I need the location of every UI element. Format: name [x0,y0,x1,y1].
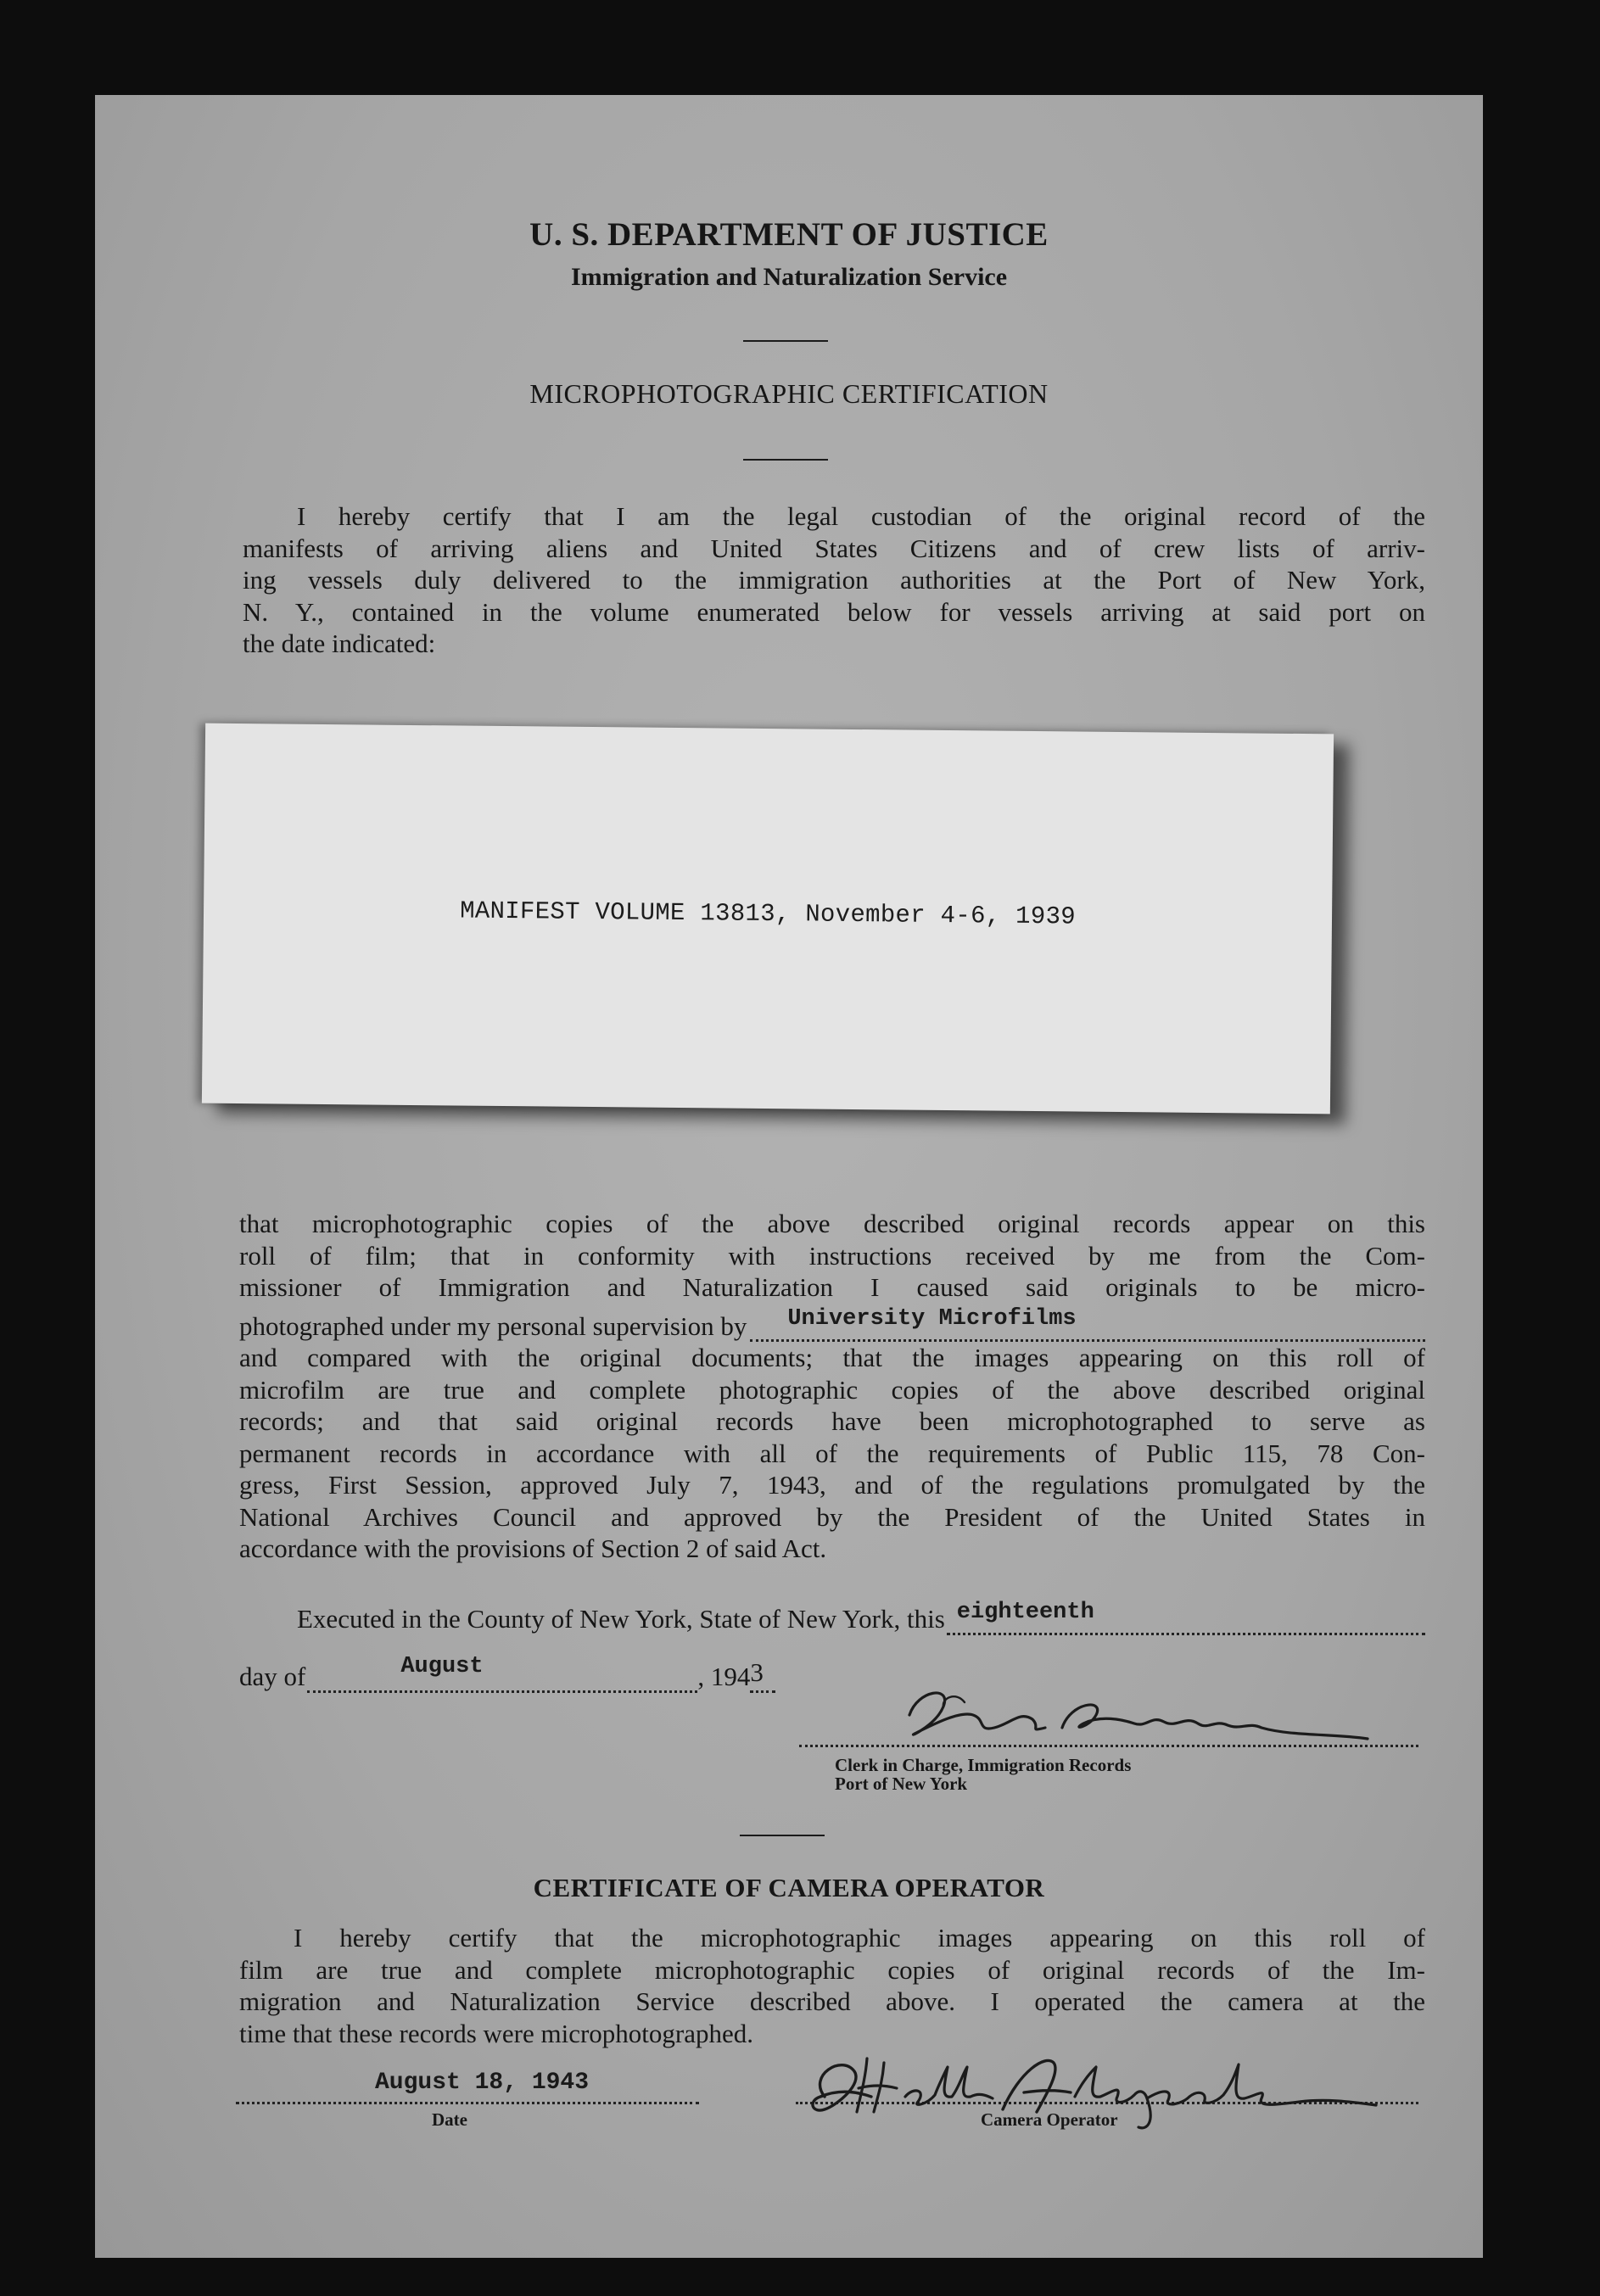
operator-paragraph [239,1922,1425,2049]
body-line-7: records; and that said original records have been microphotographed to serve as [239,1406,1425,1436]
operator-line-4: time that these records were microphotographed. [239,2018,753,2048]
certificate-page [95,95,1483,2258]
body-line-1: that microphotographic copies of the above described original records appear on this [239,1209,1425,1238]
supervision-fill [750,1306,1425,1342]
date-signature-line [236,2102,699,2104]
intro-paragraph [243,500,1425,660]
body-line-9: gress, First Session, approved July 7, 1943, and of the regulations promulgated by the [239,1470,1425,1500]
intro-line-4: N. Y., contained in the volume enumerated below for vessels arriving at said port on [243,596,1425,627]
execution-day-value: eighteenth [956,1599,1094,1625]
body-paragraph [239,1208,1425,1565]
body-line-6: microfilm are true and complete photographic copies of the above described original [239,1374,1425,1405]
intro-line-3: ing vessels duly delivered to the immigration authorities at the Port of New York, [243,565,1425,595]
intro-line-5: the date indicated: [243,628,436,658]
body-line-10: National Archives Council and approved by the President of the United States in [239,1501,1425,1532]
month-value: August [400,1653,484,1679]
date-line [239,1653,918,1693]
execution-line [297,1599,1425,1635]
clerk-title-1: Clerk in Charge, Immigration Records [835,1755,1132,1775]
operator-divider [740,1835,825,1836]
service-subtitle: Immigration and Naturalization Service [570,263,1008,291]
certification-title: MICROPHOTOGRAPHIC CERTIFICATION [529,378,1049,409]
title-divider [743,459,828,461]
year-digit: 3 [750,1656,764,1687]
day-of-label: day of [239,1662,306,1691]
month-fill [307,1653,697,1693]
intro-line-2: manifests of arriving aliens and United States Citizens and of crew lists of arriv- [243,533,1425,563]
supervision-line [239,1306,1425,1343]
operator-date-value: August 18, 1943 [375,2070,590,2096]
operator-line-2: film are true and complete microphotographic copies of original records of the Im- [239,1954,1425,1985]
department-title: U. S. DEPARTMENT OF JUSTICE [529,216,1049,253]
supervision-prefix: photographed under my personal supervision by [239,1310,747,1341]
execution-day-fill [947,1599,1425,1635]
supervision-value: University Microfilms [787,1306,1077,1332]
header-divider [743,340,828,342]
operator-line-1: I hereby certify that the microphotographic images appearing on this roll of [294,1923,1425,1952]
body-line-8: permanent records in accordance with all of the requirements of Public 115, 78 Con- [239,1438,1425,1468]
operator-line-3: migration and Naturalization Service described above. I operated the camera at the [239,1986,1425,2016]
body-line-3: missioner of Immigration and Naturalization I caused said originals to be micro- [239,1272,1425,1302]
body-line-5: and compared with the original documents; that the images appearing on this roll of [239,1343,1425,1372]
manifest-slip [202,723,1334,1114]
operator-section-title: CERTIFICATE OF CAMERA OPERATOR [533,1873,1045,1902]
year-prefix: , 194 [697,1662,751,1691]
intro-line-1: I hereby certify that I am the legal custodian of the original record of the [297,501,1425,531]
operator-date-label: Date [432,2109,467,2130]
camera-operator-label: Camera Operator [981,2109,1118,2130]
clerk-signature [892,1681,1401,1757]
execution-prefix: Executed in the County of New York, State of New York, this [297,1604,945,1634]
clerk-title-2: Port of New York [835,1774,968,1794]
body-line-11: accordance with the provisions of Section 2 of said Act. [239,1533,827,1563]
manifest-volume-text: MANIFEST VOLUME 13813, November 4-6, 1939 [459,897,1077,931]
year-fill [750,1656,775,1693]
body-line-2: roll of film; that in conformity with instructions received by me from the Com- [239,1240,1425,1271]
